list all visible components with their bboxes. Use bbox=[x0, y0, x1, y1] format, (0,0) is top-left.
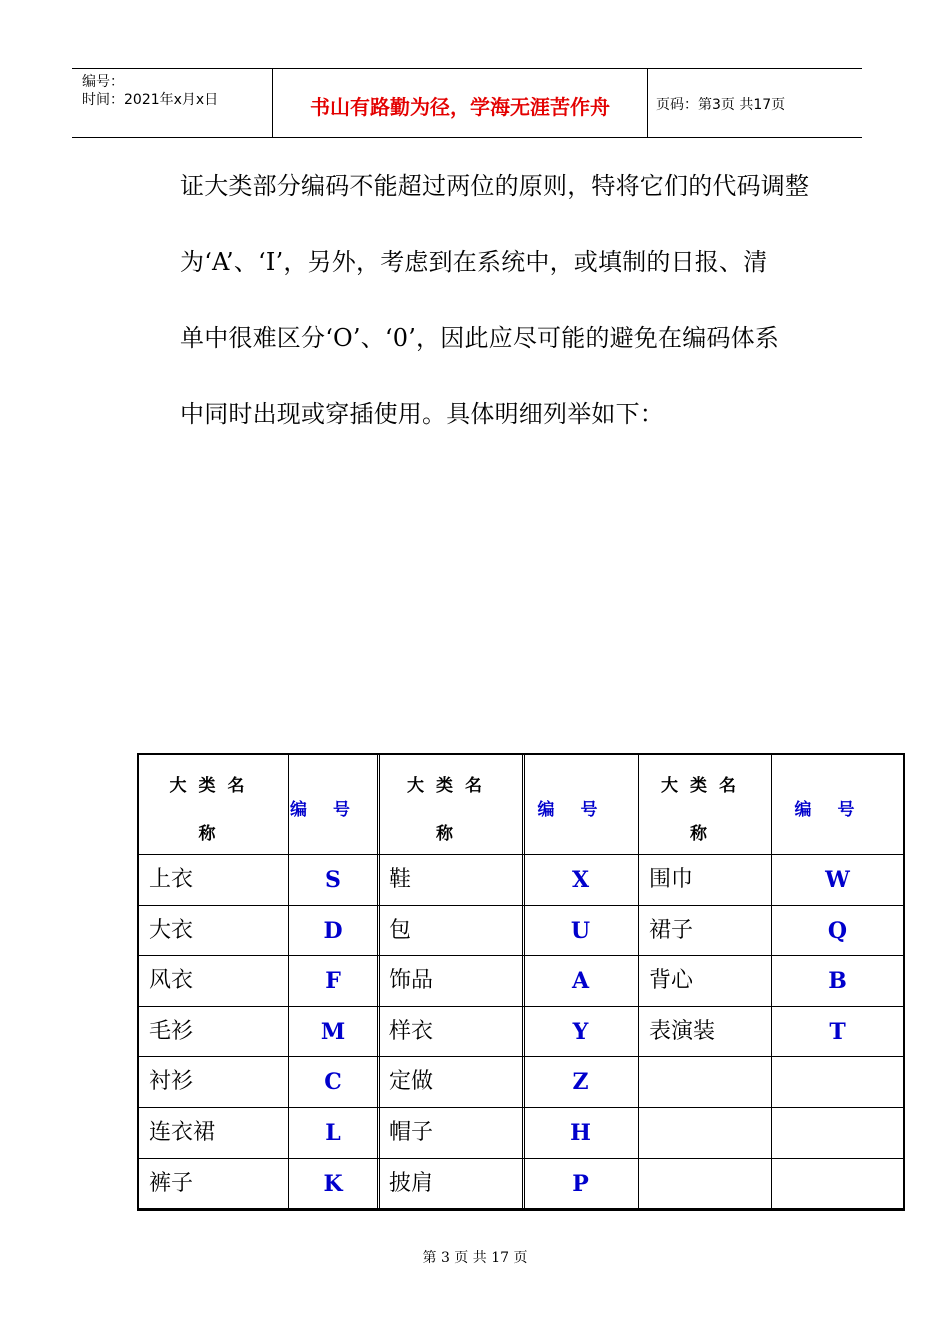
header-meta-cell bbox=[72, 69, 273, 137]
category-code-cell: Z bbox=[572, 1069, 589, 1096]
header-code-label: 编号 bbox=[537, 800, 624, 820]
category-name-cell: 毛衫 bbox=[149, 1018, 194, 1044]
category-name-cell bbox=[639, 1057, 770, 1107]
header-code bbox=[524, 755, 637, 854]
category-name-cell: 裙子 bbox=[649, 917, 694, 943]
category-code-cell: W bbox=[825, 867, 850, 893]
paragraph-line: 中同时出现或穿插使用。具体明细列举如下： bbox=[180, 400, 664, 428]
category-code-cell: M bbox=[320, 1018, 346, 1045]
header-code bbox=[289, 755, 377, 854]
category-code-cell: Q bbox=[827, 917, 848, 944]
category-code-cell bbox=[772, 1108, 903, 1158]
header-category-name-line2: 称 bbox=[690, 824, 719, 844]
group-divider bbox=[522, 755, 525, 1209]
header-code-label: 编号 bbox=[794, 800, 881, 820]
category-name-cell: 大衣 bbox=[149, 917, 194, 943]
column-divider bbox=[288, 755, 289, 1209]
column-divider bbox=[638, 755, 639, 1209]
table-grid bbox=[139, 755, 903, 1209]
table-row bbox=[139, 1007, 903, 1058]
header-category-name-line2: 称 bbox=[198, 824, 228, 844]
header-category-name-line2: 称 bbox=[436, 824, 465, 844]
page-footer bbox=[0, 1247, 950, 1267]
category-name-cell: 定做 bbox=[389, 1069, 434, 1095]
category-code-cell: K bbox=[323, 1170, 343, 1197]
category-name-cell: 包 bbox=[389, 917, 412, 943]
category-code-cell: P bbox=[572, 1170, 589, 1197]
category-code-cell: T bbox=[829, 1018, 846, 1045]
category-code-table bbox=[137, 753, 905, 1211]
category-name-cell bbox=[639, 1108, 770, 1158]
header-category-name bbox=[379, 755, 522, 854]
paragraph-line: 证大类部分编码不能超过两位的原则，特将它们的代码调整 bbox=[180, 172, 810, 200]
category-name-cell: 饰品 bbox=[389, 968, 434, 994]
category-name-cell: 帽子 bbox=[389, 1120, 434, 1145]
table-row bbox=[139, 855, 903, 906]
group-divider bbox=[377, 755, 380, 1209]
category-name-cell: 裤子 bbox=[149, 1170, 194, 1196]
category-code-cell: Y bbox=[572, 1018, 589, 1045]
header-page-cell bbox=[648, 69, 862, 137]
header-category-name-line1: 大类名 bbox=[661, 776, 748, 796]
header-code-label: 编号 bbox=[290, 800, 376, 820]
paragraph-line: 单中很难区分‘O’、‘0’，因此应尽可能的避免在编码体系 bbox=[180, 324, 780, 352]
header-code bbox=[772, 755, 903, 854]
category-code-cell: H bbox=[570, 1120, 591, 1146]
header-category-name-line1: 大类名 bbox=[169, 776, 257, 796]
category-name-cell: 风衣 bbox=[149, 968, 194, 994]
category-code-cell: B bbox=[828, 968, 847, 995]
category-code-cell: S bbox=[325, 867, 341, 893]
category-name-cell: 上衣 bbox=[149, 867, 194, 892]
table-row bbox=[139, 1108, 903, 1159]
header-motto-cell bbox=[273, 69, 648, 137]
header-category-name-line1: 大类名 bbox=[407, 776, 494, 796]
table-row bbox=[139, 1057, 903, 1108]
table-header-row bbox=[139, 755, 903, 855]
category-name-cell: 连衣裙 bbox=[149, 1120, 216, 1145]
category-code-cell: U bbox=[570, 917, 591, 944]
category-name-cell: 表演装 bbox=[649, 1018, 716, 1044]
category-code-cell: C bbox=[324, 1069, 342, 1096]
category-code-cell: F bbox=[325, 968, 341, 995]
category-name-cell: 背心 bbox=[649, 968, 694, 994]
serial-label: 编号： bbox=[82, 74, 124, 90]
table-row bbox=[139, 906, 903, 957]
category-name-cell: 鞋 bbox=[389, 867, 412, 892]
paragraph-line: 为‘A’、‘I’，另外，考虑到在系统中，或填制的日报、清 bbox=[180, 248, 768, 276]
page-info: 页码：第3页 共17页 bbox=[656, 97, 786, 113]
column-divider bbox=[771, 755, 772, 1209]
category-name-cell bbox=[639, 1159, 770, 1209]
table-row bbox=[139, 1159, 903, 1210]
footer-page-number: 第 3 页 共 17 页 bbox=[422, 1250, 528, 1266]
body-paragraph bbox=[180, 152, 860, 456]
header-category-name bbox=[139, 755, 287, 854]
category-code-cell bbox=[772, 1159, 903, 1209]
category-code-cell: D bbox=[323, 917, 343, 944]
table-row bbox=[139, 956, 903, 1007]
category-name-cell: 衬衫 bbox=[149, 1069, 194, 1095]
motto-text: 书山有路勤为径，学海无涯苦作舟 bbox=[310, 95, 610, 119]
header-category-name bbox=[639, 755, 770, 854]
category-code-cell bbox=[772, 1057, 903, 1107]
category-name-cell: 围巾 bbox=[649, 867, 694, 892]
page-header bbox=[72, 68, 862, 138]
category-name-cell: 样衣 bbox=[389, 1018, 434, 1044]
time-label: 时间：2021年x月x日 bbox=[82, 92, 219, 108]
category-code-cell: X bbox=[571, 867, 590, 893]
category-code-cell: A bbox=[571, 968, 590, 995]
category-code-cell: L bbox=[325, 1120, 341, 1146]
category-name-cell: 披肩 bbox=[389, 1170, 434, 1196]
